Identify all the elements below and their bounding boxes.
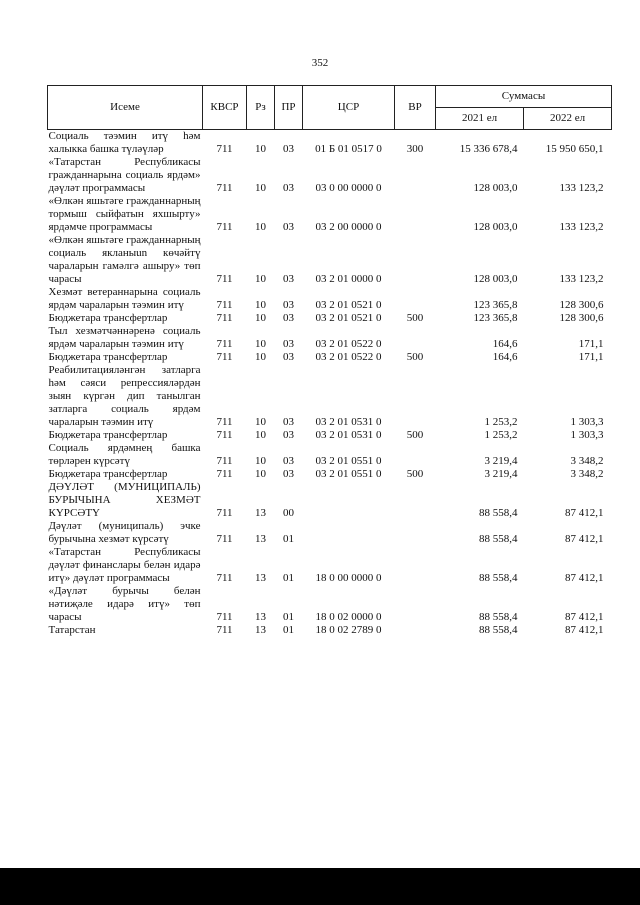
table-row <box>48 546 612 585</box>
table-header <box>48 86 612 130</box>
cell-rz: 10 <box>255 351 266 363</box>
cell-rz: 10 <box>255 312 266 324</box>
cell-rz: 13 <box>255 533 266 545</box>
cell-vr: 500 <box>406 429 424 441</box>
table-row <box>48 442 612 468</box>
cell-pr: 03 <box>283 299 294 311</box>
header-rz: Рз <box>247 86 275 130</box>
cell-rz: 10 <box>255 221 266 233</box>
cell-sum-2022: 87 412,1 <box>565 507 604 519</box>
cell-pr: 01 <box>283 624 294 636</box>
cell-vr <box>395 481 436 520</box>
cell-rz: 10 <box>255 429 266 441</box>
cell-vr <box>395 364 436 429</box>
cell-sum-2022: 87 412,1 <box>565 572 604 584</box>
cell-name: Реабилитацияләнгән затларга һәм сәяси репрессияләрдән зыян күргән дип танылган затларга социаль ярдәм чараларын тәэмин итү <box>48 364 201 428</box>
cell-sum-2022: 1 303,3 <box>570 429 604 441</box>
cell-name: Татарстан <box>48 624 96 636</box>
cell-name: «Татарстан Республикасы гражданнарына социаль ярдәм» дәүләт программасы <box>48 156 201 194</box>
cell-kvsr: 711 <box>216 338 233 350</box>
header-year-2021: 2021 ел <box>436 108 524 130</box>
cell-vr: 500 <box>406 468 424 480</box>
cell-sum-2021: 1 253,2 <box>484 416 518 428</box>
cell-kvsr: 711 <box>216 429 233 441</box>
cell-pr: 03 <box>283 273 294 285</box>
cell-rz: 10 <box>255 416 266 428</box>
table-row <box>48 130 612 157</box>
cell-vr <box>395 624 436 637</box>
cell-kvsr: 711 <box>216 572 233 584</box>
cell-vr <box>395 585 436 624</box>
cell-vr <box>395 286 436 312</box>
cell-pr: 03 <box>283 312 294 324</box>
header-kvsr: КВСР <box>203 86 247 130</box>
cell-vr: 500 <box>406 312 424 324</box>
cell-rz: 10 <box>255 455 266 467</box>
cell-kvsr: 711 <box>216 507 233 519</box>
cell-csr: 03 2 01 0551 0 <box>315 468 382 480</box>
table-row <box>48 312 612 325</box>
cell-vr <box>395 546 436 585</box>
table-row <box>48 364 612 429</box>
cell-rz: 13 <box>255 572 266 584</box>
cell-rz: 10 <box>255 338 266 350</box>
cell-sum-2021: 15 336 678,4 <box>459 143 518 155</box>
cell-vr <box>395 195 436 234</box>
cell-sum-2022: 3 348,2 <box>570 468 604 480</box>
cell-pr: 03 <box>283 468 294 480</box>
cell-csr: 03 2 01 0522 0 <box>315 338 382 350</box>
cell-sum-2022: 87 412,1 <box>565 624 604 636</box>
cell-kvsr: 711 <box>216 624 233 636</box>
header-name: Исеме <box>48 86 203 130</box>
cell-vr <box>395 442 436 468</box>
cell-pr: 03 <box>283 416 294 428</box>
cell-csr <box>303 520 395 546</box>
cell-name: «Өлкән яшьтәге гражданнарның социаль якланыun көчәйтү чараларын гамәлгә ашыру» төп чарасы <box>48 234 201 285</box>
budget-table <box>47 85 612 637</box>
cell-kvsr: 711 <box>216 221 233 233</box>
table-row <box>48 234 612 286</box>
cell-pr: 03 <box>283 182 294 194</box>
table-row <box>48 156 612 195</box>
table-row <box>48 351 612 364</box>
cell-pr: 01 <box>283 611 294 623</box>
cell-vr: 500 <box>406 351 424 363</box>
cell-sum-2022: 171,1 <box>578 338 604 350</box>
cell-sum-2021: 88 558,4 <box>479 611 518 623</box>
cell-pr: 03 <box>283 455 294 467</box>
cell-csr: 03 2 01 0522 0 <box>315 351 382 363</box>
cell-pr: 03 <box>283 351 294 363</box>
cell-sum-2022: 1 303,3 <box>570 416 604 428</box>
cell-sum-2021: 88 558,4 <box>479 507 518 519</box>
header-sum: Суммасы <box>436 86 612 108</box>
cell-kvsr: 711 <box>216 611 233 623</box>
cell-sum-2022: 15 950 650,1 <box>545 143 604 155</box>
cell-kvsr: 711 <box>216 468 233 480</box>
cell-rz: 13 <box>255 611 266 623</box>
cell-name: Социаль ярдәмнең башка төрләрен күрсәтү <box>48 442 201 467</box>
cell-pr: 03 <box>283 221 294 233</box>
cell-vr <box>395 156 436 195</box>
cell-rz: 10 <box>255 143 266 155</box>
cell-name: «Дәүләт бурычы белән нәтиҗәле идарә итү» төп чарасы <box>48 585 201 623</box>
cell-pr: 03 <box>283 143 294 155</box>
cell-sum-2021: 128 003,0 <box>473 182 518 194</box>
cell-rz: 10 <box>255 468 266 480</box>
cell-vr <box>395 234 436 286</box>
cell-name: Бюджетара трансфертлар <box>48 351 168 363</box>
page-number: 352 <box>311 57 329 69</box>
cell-sum-2021: 1 253,2 <box>484 429 518 441</box>
cell-name: Хезмәт ветераннарына социаль ярдәм чараларын тәэмин итү <box>48 286 201 311</box>
cell-csr: 03 2 01 0000 0 <box>315 273 382 285</box>
table-row <box>48 585 612 624</box>
table-row <box>48 520 612 546</box>
cell-sum-2021: 88 558,4 <box>479 624 518 636</box>
cell-sum-2021: 88 558,4 <box>479 572 518 584</box>
cell-name: Бюджетара трансфертлар <box>48 312 168 324</box>
cell-kvsr: 711 <box>216 182 233 194</box>
cell-csr: 03 2 01 0521 0 <box>315 312 382 324</box>
header-pr: ПР <box>275 86 303 130</box>
cell-vr <box>395 520 436 546</box>
cell-sum-2021: 3 219,4 <box>484 468 518 480</box>
header-csr: ЦСР <box>303 86 395 130</box>
cell-kvsr: 711 <box>216 533 233 545</box>
cell-sum-2022: 133 123,2 <box>559 221 604 233</box>
cell-pr: 03 <box>283 429 294 441</box>
cell-vr <box>395 325 436 351</box>
cell-sum-2022: 128 300,6 <box>559 312 604 324</box>
table-row <box>48 325 612 351</box>
cell-kvsr: 711 <box>216 273 233 285</box>
cell-csr: 03 0 00 0000 0 <box>315 182 382 194</box>
cell-pr: 00 <box>283 507 294 519</box>
cell-name: Тыл хезмәтчәннәренә социаль ярдәм чараларын тәэмин итү <box>48 325 201 350</box>
table-row <box>48 286 612 312</box>
cell-rz: 13 <box>255 624 266 636</box>
cell-sum-2021: 128 003,0 <box>473 273 518 285</box>
cell-csr: 03 2 00 0000 0 <box>315 221 382 233</box>
cell-sum-2022: 171,1 <box>578 351 604 363</box>
cell-sum-2021: 123 365,8 <box>473 299 518 311</box>
cell-kvsr: 711 <box>216 299 233 311</box>
cell-rz: 13 <box>255 507 266 519</box>
table-row <box>48 624 612 637</box>
cell-pr: 01 <box>283 533 294 545</box>
cell-csr: 03 2 01 0551 0 <box>315 455 382 467</box>
cell-sum-2022: 133 123,2 <box>559 273 604 285</box>
cell-name: «Татарстан Республикасы дәүләт финанслары белән идарә итү» дәүләт программасы <box>48 546 201 584</box>
cell-kvsr: 711 <box>216 416 233 428</box>
cell-kvsr: 711 <box>216 143 233 155</box>
cell-pr: 01 <box>283 572 294 584</box>
scan-border-bottom <box>0 868 640 905</box>
table-body <box>48 130 612 638</box>
table-row <box>48 481 612 520</box>
header-year-2022: 2022 ел <box>524 108 612 130</box>
cell-rz: 10 <box>255 182 266 194</box>
cell-name: Бюджетара трансфертлар <box>48 429 168 441</box>
cell-name: ДӘҮЛӘТ (МУНИЦИПАЛЬ) БУРЫЧЫНА ХЕЗМӘТ КҮРСӘТҮ <box>48 481 201 519</box>
cell-sum-2022: 3 348,2 <box>570 455 604 467</box>
cell-name: «Өлкән яшьтәге гражданнарның тормыш сыйфатын яхшырту» ярдәмче программасы <box>48 195 201 233</box>
cell-sum-2021: 3 219,4 <box>484 455 518 467</box>
cell-sum-2021: 164,6 <box>492 338 518 350</box>
table-row <box>48 468 612 481</box>
header-vr: ВР <box>395 86 436 130</box>
cell-name: Бюджетара трансфертлар <box>48 468 168 480</box>
cell-sum-2021: 164,6 <box>492 351 518 363</box>
cell-csr: 18 0 02 2789 0 <box>315 624 382 636</box>
cell-name: Социаль тәэмин итү һәм халыкка башка түләүләр <box>48 130 201 155</box>
cell-csr: 18 0 02 0000 0 <box>315 611 382 623</box>
cell-sum-2022: 133 123,2 <box>559 182 604 194</box>
cell-rz: 10 <box>255 299 266 311</box>
table-row <box>48 429 612 442</box>
cell-kvsr: 711 <box>216 312 233 324</box>
cell-sum-2022: 128 300,6 <box>559 299 604 311</box>
cell-csr: 03 2 01 0531 0 <box>315 416 382 428</box>
cell-sum-2022: 87 412,1 <box>565 611 604 623</box>
cell-sum-2022: 87 412,1 <box>565 533 604 545</box>
cell-kvsr: 711 <box>216 455 233 467</box>
cell-name: Дәүләт (муниципаль) эчке бурычына хезмәт күрсәтү <box>48 520 201 545</box>
cell-rz: 10 <box>255 273 266 285</box>
cell-kvsr: 711 <box>216 351 233 363</box>
cell-csr <box>303 481 395 520</box>
cell-vr: 300 <box>406 143 424 155</box>
table-row <box>48 195 612 234</box>
cell-csr: 03 2 01 0521 0 <box>315 299 382 311</box>
cell-pr: 03 <box>283 338 294 350</box>
cell-sum-2021: 88 558,4 <box>479 533 518 545</box>
cell-sum-2021: 128 003,0 <box>473 221 518 233</box>
cell-sum-2021: 123 365,8 <box>473 312 518 324</box>
cell-csr: 01 Б 01 0517 0 <box>315 143 382 155</box>
cell-csr: 18 0 00 0000 0 <box>315 572 382 584</box>
cell-csr: 03 2 01 0531 0 <box>315 429 382 441</box>
